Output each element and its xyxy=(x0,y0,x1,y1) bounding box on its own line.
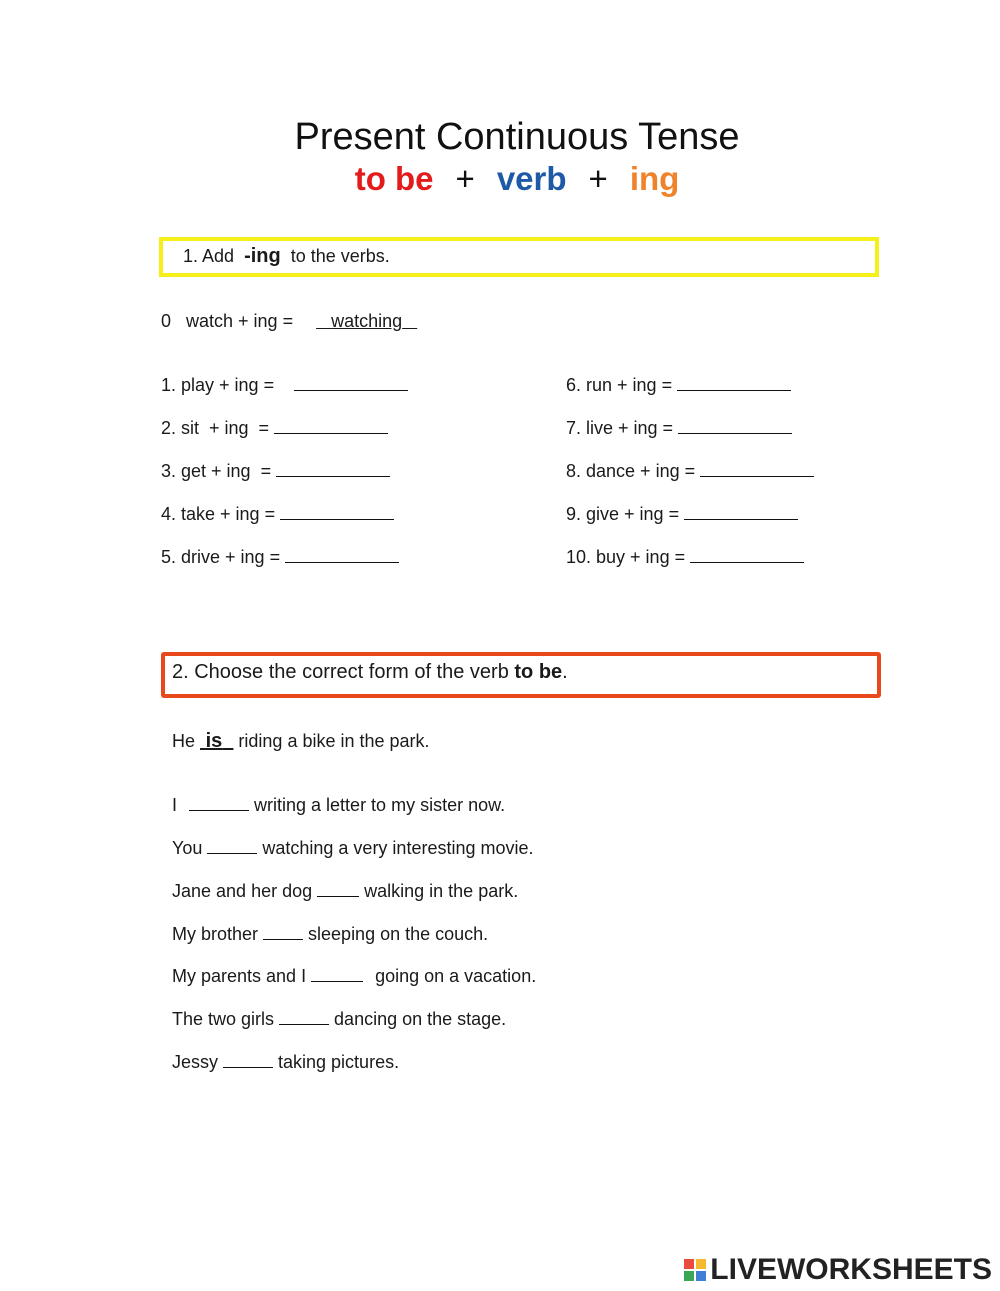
sentence-rest: going on a vacation. xyxy=(375,966,537,986)
verb-item-label: 5. drive + ing = xyxy=(161,547,281,567)
verb-item-4 xyxy=(161,504,394,525)
sentence-item xyxy=(172,924,488,945)
verb-item-8 xyxy=(566,461,814,482)
to-be-blank[interactable] xyxy=(207,852,257,854)
sentence-subject: Jane and her dog xyxy=(172,881,313,901)
formula-plus-1: + xyxy=(455,160,475,197)
verb-item-label: 3. get + ing = xyxy=(161,461,272,481)
to-be-blank[interactable] xyxy=(317,895,359,897)
formula-to-be: to be xyxy=(354,160,434,197)
answer-blank[interactable] xyxy=(294,389,408,391)
answer-blank[interactable] xyxy=(684,518,798,520)
to-be-blank[interactable] xyxy=(189,809,249,811)
formula-ing: ing xyxy=(629,160,680,197)
to-be-blank[interactable] xyxy=(279,1023,329,1025)
verb-item-5 xyxy=(161,547,399,568)
verb-item-10 xyxy=(566,547,804,568)
exercise1-instruction-suffix: to the verbs. xyxy=(290,246,390,266)
exercise2-instruction-bold: to be xyxy=(514,661,563,683)
verb-item-label: 4. take + ing = xyxy=(161,504,276,524)
exercise1-instruction-bold: -ing xyxy=(244,245,281,267)
answer-blank[interactable] xyxy=(274,432,388,434)
verb-item-label: 1. play + ing = xyxy=(161,375,275,395)
liveworksheets-brand xyxy=(684,1253,992,1287)
sentence-item xyxy=(172,795,505,816)
formula xyxy=(0,160,1000,198)
verb-item-label: 6. run + ing = xyxy=(566,375,673,395)
verb-item-9 xyxy=(566,504,798,525)
answer-blank[interactable] xyxy=(678,432,792,434)
answer-blank[interactable] xyxy=(285,561,399,563)
exercise2-example-answer: is xyxy=(205,730,223,752)
exercise2-instruction xyxy=(172,661,568,684)
sentence-item xyxy=(172,1009,506,1030)
to-be-blank[interactable] xyxy=(311,980,363,982)
exercise2-example-before: He xyxy=(172,731,196,751)
answer-blank[interactable] xyxy=(690,561,804,563)
liveworksheets-logo-icon xyxy=(684,1259,706,1281)
verb-item-label: 2. sit + ing = xyxy=(161,418,270,438)
verb-item-label: 9. give + ing = xyxy=(566,504,680,524)
exercise2-example xyxy=(172,730,430,753)
verb-item-label: 10. buy + ing = xyxy=(566,547,686,567)
formula-plus-2: + xyxy=(588,160,608,197)
verb-item-7 xyxy=(566,418,792,439)
sentence-item xyxy=(172,838,534,859)
sentence-subject: The two girls xyxy=(172,1009,275,1029)
exercise1-example-prompt: 0 watch + ing = xyxy=(161,311,294,331)
to-be-blank[interactable] xyxy=(263,938,303,940)
sentence-rest: dancing on the stage. xyxy=(334,1009,507,1029)
sentence-rest: writing a letter to my sister now. xyxy=(254,795,506,815)
worksheet-title: Present Continuous Tense xyxy=(294,116,740,158)
exercise2-example-after: riding a bike in the park. xyxy=(238,731,430,751)
verb-item-1 xyxy=(161,375,408,396)
sentence-subject: Jessy xyxy=(172,1052,219,1072)
sentence-subject: My brother xyxy=(172,924,259,944)
sentence-rest: watching a very interesting movie. xyxy=(262,838,534,858)
sentence-item xyxy=(172,966,536,987)
exercise2-instruction-prefix: 2. Choose the correct form of the verb xyxy=(172,661,509,683)
sentence-item xyxy=(172,881,518,902)
exercise2-instruction-suffix: . xyxy=(562,661,568,683)
verb-item-6 xyxy=(566,375,791,396)
brand-name: LIVEWORKSHEETS xyxy=(710,1253,992,1286)
exercise1-instruction xyxy=(183,245,390,268)
formula-verb: verb xyxy=(496,160,567,197)
verb-item-3 xyxy=(161,461,390,482)
sentence-subject: You xyxy=(172,838,203,858)
sentence-rest: taking pictures. xyxy=(278,1052,400,1072)
answer-blank[interactable] xyxy=(700,475,814,477)
sentence-item xyxy=(172,1052,399,1073)
to-be-blank[interactable] xyxy=(223,1066,273,1068)
sentence-subject: I xyxy=(172,795,178,815)
answer-blank[interactable] xyxy=(280,518,394,520)
verb-item-2 xyxy=(161,418,388,439)
answer-blank[interactable] xyxy=(276,475,390,477)
verb-item-label: 7. live + ing = xyxy=(566,418,674,438)
sentence-subject: My parents and I xyxy=(172,966,307,986)
sentence-rest: sleeping on the couch. xyxy=(308,924,489,944)
sentence-rest: walking in the park. xyxy=(364,881,519,901)
verb-item-label: 8. dance + ing = xyxy=(566,461,696,481)
exercise1-example-answer: watching xyxy=(331,311,403,331)
answer-blank[interactable] xyxy=(677,389,791,391)
exercise1-example xyxy=(161,311,417,332)
exercise1-instruction-prefix: 1. Add xyxy=(183,246,235,266)
